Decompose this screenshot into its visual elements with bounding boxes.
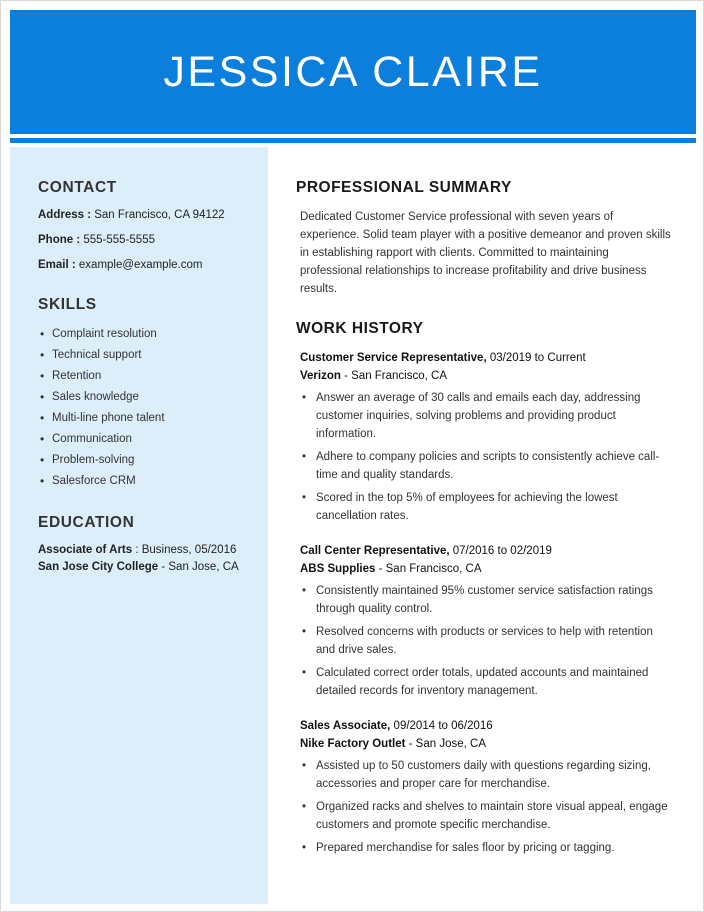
list-item: • Assisted up to 50 customers daily with questions regarding sizing, accessories and proper care for merchandise. [300, 757, 672, 793]
job-title-line [300, 349, 672, 385]
list-item: • Resolved concerns with products or services to help with retention and drive sales. [300, 623, 672, 659]
education-section [38, 514, 248, 576]
main-content [268, 147, 696, 904]
list-item: • Calculated correct order totals, updated accounts and maintained detailed records for inventory management. [300, 664, 672, 700]
contact-phone-label: Phone : [38, 234, 81, 246]
job-dates: 09/2014 to 06/2016 [390, 720, 493, 732]
header-divider [10, 138, 696, 143]
job-location: - San Francisco, CA [375, 563, 482, 575]
resume-header [10, 10, 696, 134]
list-item: • Organized racks and shelves to maintain store visual appeal, engage customers and promote specific merchandise. [300, 798, 672, 834]
list-item: • Scored in the top 5% of employees for achieving the lowest cancellation rates. [300, 489, 672, 525]
list-item: • Complaint resolution [38, 324, 248, 345]
job-title-line [300, 717, 672, 753]
list-item: • Consistently maintained 95% customer service satisfaction ratings through quality control. [300, 582, 672, 618]
contact-section [38, 179, 248, 274]
contact-email [38, 257, 248, 274]
summary-text: Dedicated Customer Service professional with seven years of experience. Solid team player with a positive demeanor and proven skills in establishing rapport with clients. Committed to maintaining professional relationships to increase profitability and drive business results. [300, 211, 671, 295]
education-degree: Associate of Arts [38, 544, 133, 556]
education-heading: EDUCATION [38, 514, 135, 531]
job-title: Sales Associate, [300, 720, 391, 732]
job-entry [296, 349, 672, 525]
list-item: • Prepared merchandise for sales floor by pricing or tagging. [300, 839, 672, 857]
contact-phone [38, 232, 248, 249]
education-school-detail: - San Jose, CA [158, 561, 239, 573]
education-entry [38, 542, 248, 576]
work-history-section [296, 320, 672, 857]
list-item: • Communication [38, 429, 248, 450]
job-company: ABS Supplies [300, 563, 376, 575]
job-title: Call Center Representative, [300, 545, 450, 557]
contact-address-label: Address : [38, 209, 92, 221]
contact-email-label: Email : [38, 259, 76, 271]
job-location: - San Jose, CA [405, 738, 486, 750]
job-dates: 07/2016 to 02/2019 [449, 545, 552, 557]
list-item: • Problem-solving [38, 450, 248, 471]
job-company: Verizon [300, 370, 341, 382]
education-school: San Jose City College [38, 561, 159, 573]
list-item: • Multi-line phone talent [38, 408, 248, 429]
job-location: - San Francisco, CA [340, 370, 447, 382]
job-bullets [296, 389, 672, 525]
summary-section [296, 179, 672, 298]
skills-section [38, 296, 248, 492]
job-bullets [296, 757, 672, 857]
job-bullets [296, 582, 672, 700]
contact-phone-value: 555-555-5555 [80, 234, 155, 246]
job-company: Nike Factory Outlet [300, 738, 406, 750]
list-item: • Salesforce CRM [38, 471, 248, 492]
page-title: JESSICA CLAIRE [163, 47, 543, 96]
work-history-heading: WORK HISTORY [296, 320, 424, 337]
contact-email-value: example@example.com [75, 259, 203, 271]
summary-heading: PROFESSIONAL SUMMARY [296, 179, 512, 196]
job-title: Customer Service Representative, [300, 352, 487, 364]
job-entry [296, 542, 672, 700]
job-dates: 03/2019 to Current [486, 352, 586, 364]
skills-heading: SKILLS [38, 296, 97, 313]
contact-address [38, 207, 248, 224]
sidebar [10, 147, 268, 904]
skills-list [38, 324, 248, 492]
contact-address-value: San Francisco, CA 94122 [91, 209, 225, 221]
resume-body [10, 147, 696, 904]
list-item: • Retention [38, 366, 248, 387]
list-item: • Technical support [38, 345, 248, 366]
contact-heading: CONTACT [38, 179, 117, 196]
job-entry [296, 717, 672, 857]
education-degree-detail: : Business, 05/2016 [132, 544, 237, 556]
list-item: • Adhere to company policies and scripts to consistently achieve call-time and quality standards. [300, 448, 672, 484]
list-item: • Answer an average of 30 calls and emails each day, addressing customer inquiries, solving problems and providing product information. [300, 389, 672, 443]
list-item: • Sales knowledge [38, 387, 248, 408]
job-title-line [300, 542, 672, 578]
